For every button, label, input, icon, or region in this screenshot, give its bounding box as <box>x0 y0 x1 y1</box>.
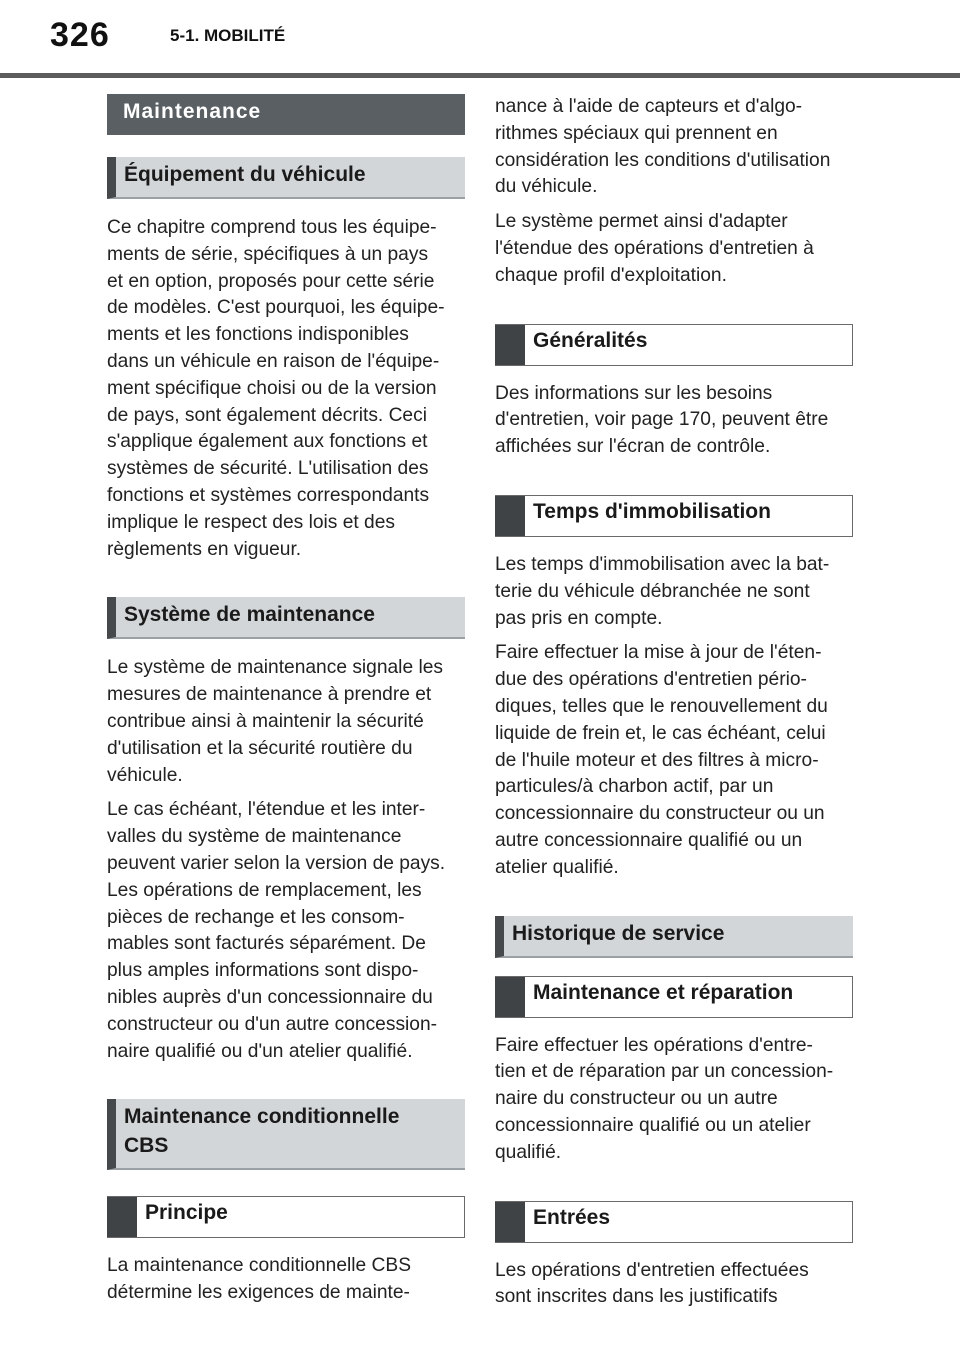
section-title: 5-1. MOBILITÉ <box>170 26 286 45</box>
paragraph-general: Des informations sur les besoins d'entretien, voir page 170, peuvent être affichées sur l'écran de contrôle. <box>495 382 829 458</box>
left-column <box>107 94 465 1315</box>
heading-general: Généralités <box>495 324 853 366</box>
page-header <box>0 0 960 80</box>
paragraph-principle: La maintenance conditionnelle CBS détermine les exigences de mainte- <box>107 1255 412 1304</box>
heading-principle: Principe <box>107 1196 465 1238</box>
heading-downtime: Temps d'immobilisation <box>495 495 853 537</box>
heading-maintenance: Maintenance <box>107 94 465 135</box>
right-column <box>495 94 853 1319</box>
heading-entries: Entrées <box>495 1201 853 1243</box>
paragraph-principle-2: Le système permet ainsi d'adapter l'étendue des opérations d'entretien à chaque profil d'exploitation. <box>495 211 814 286</box>
paragraph-repair: Faire effectuer les opérations d'entre- tien et de réparation par un concession- naire du constructeur ou un autre concessionnaire qualifié ou un atelier qualifié. <box>495 1034 834 1163</box>
heading-marker <box>495 1202 525 1242</box>
paragraph-principle-continued: nance à l'aide de capteurs et d'algo- rithmes spéciaux qui prennent en considération les conditions d'utilisation du véhicule. <box>495 96 831 198</box>
paragraph-equipment: Ce chapitre comprend tous les équipe- ments de série, spécifiques à un pays et en option, proposés pour cette série de modèles. C'est pourquoi, les équipe- ments et les fonctions indisponibles dans un véhicule en raison de l'équipe- ment spécifique choisi ou de la version de pays, sont également décrits. Ceci s'applique également aux fonctions et systèmes de sécurité. L'utilisation des fonctions et systèmes correspondants implique le respect des lois et des règlements en vigueur. <box>107 217 445 560</box>
heading-maintenance-repair: Maintenance et réparation <box>495 976 853 1018</box>
heading-cbs: Maintenance conditionnelle CBS <box>107 1099 465 1170</box>
heading-vehicle-equipment: Équipement du véhicule <box>107 157 465 199</box>
paragraph-entries: Les opérations d'entretien effectuées sont inscrites dans les justificatifs <box>495 1259 809 1308</box>
paragraph-downtime-1: Les temps d'immobilisation avec la bat- terie du véhicule débranchée ne sont pas pris en compte. <box>495 553 830 629</box>
header-divider <box>0 73 960 78</box>
heading-marker <box>495 496 525 536</box>
paragraph-system-1: Le système de maintenance signale les mesures de maintenance à prendre et contribue ainsi à maintenir la sécurité d'utilisation et la sécurité routière du véhicule. <box>107 657 443 786</box>
heading-maintenance-system: Système de maintenance <box>107 597 465 639</box>
heading-marker <box>495 977 525 1017</box>
heading-marker <box>495 325 525 365</box>
heading-service-history: Historique de service <box>495 916 853 958</box>
heading-marker <box>107 1197 137 1237</box>
page-number: 326 <box>50 16 110 54</box>
paragraph-downtime-2: Faire effectuer la mise à jour de l'éten- due des opérations d'entretien pério- diques, telles que le renouvellement du liquide de frein et, le cas échéant, celui de l'huile moteur et des filtres à micro- particules/à charbon actif, par un concessionnaire du constructeur ou un autre concessionnaire qualifié ou un atelier qualifié. <box>495 642 828 878</box>
paragraph-system-2: Le cas échéant, l'étendue et les inter- valles du système de maintenance peuvent varier selon la version de pays. Les opérations de remplacement, les pièces de rechange et les consom- mables sont facturés séparément. De plus amples informations sont dispo- nibles auprès d'un concessionnaire du constructeur ou d'un autre concession- naire qualifié ou d'un atelier qualifié. <box>107 799 446 1062</box>
